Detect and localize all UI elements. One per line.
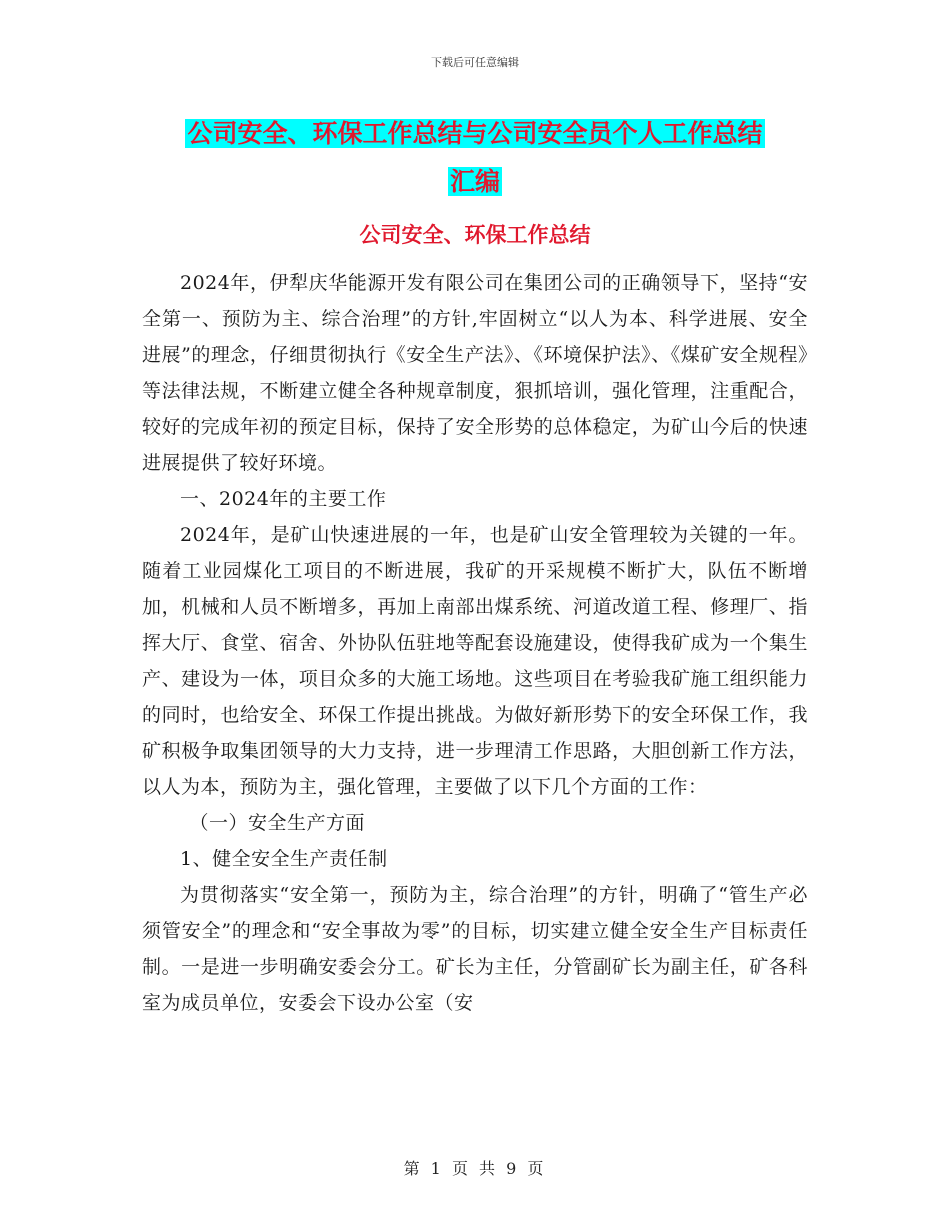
document-title-line-2: 汇编 [449,167,500,196]
paragraph-overview: 2024年，是矿山快速进展的一年，也是矿山安全管理较为关键的一年。随着工业园煤化工项目的不断进展，我矿的开采规模不断扩大，队伍不断增加，机械和人员不断增多，再加上南部出煤系统、河道改道工程、修理厂、指挥大厅、食堂、宿舍、外协队伍驻地等配套设施建设，使得我矿成为一个集生产、建设为一体，项目众多的大施工场地。这些项目在考验我矿施工组织能力的同时，也给安全、环保工作提出挑战。为做好新形势下的安全环保工作，我矿积极争取集团领导的大力支持，进一步理清工作思路，大胆创新工作方法，以人为本，预防为主，强化管理，主要做了以下几个方面的工作： [142,524,808,798]
heading-main-work: 一、2024年的主要工作 [180,488,387,510]
header-note: 下载后可任意编辑 [431,56,519,69]
paragraph-intro: 2024年，伊犁庆华能源开发有限公司在集团公司的正确领导下，坚持“安全第一、预防为主、综合治理”的方针,牢固树立“以人为本、科学进展、安全进展”的理念，仔细贯彻执行《安全生产法》、《环境保护法》、《煤矿安全规程》等法律法规，不断建立健全各种规章制度，狠抓培训，强化管理，注重配合，较好的完成年初的预定目标，保持了安全形势的总体稳定，为矿山今后的快速进展提供了较好环境。 [142,272,808,474]
document-body [142,265,808,1021]
paragraph-responsibility: 为贯彻落实“安全第一，预防为主，综合治理”的方针，明确了“管生产必须管安全”的理念和“安全事故为零”的目标，切实建立健全安全生产目标责任制。一是进一步明确安委会分工。矿长为主任，分管副矿长为副主任，矿各科室为成员单位，安委会下设办公室（安 [142,884,808,1014]
page-number: 第 1 页 共 9 页 [403,1159,547,1178]
heading-responsibility-system: 1、健全安全生产责任制 [180,848,388,870]
heading-safety-production: （一）安全生产方面 [189,812,366,834]
document-title [0,110,950,206]
section-title: 公司安全、环保工作总结 [359,223,591,247]
document-title-line-1: 公司安全、环保工作总结与公司安全员个人工作总结 [187,119,763,148]
